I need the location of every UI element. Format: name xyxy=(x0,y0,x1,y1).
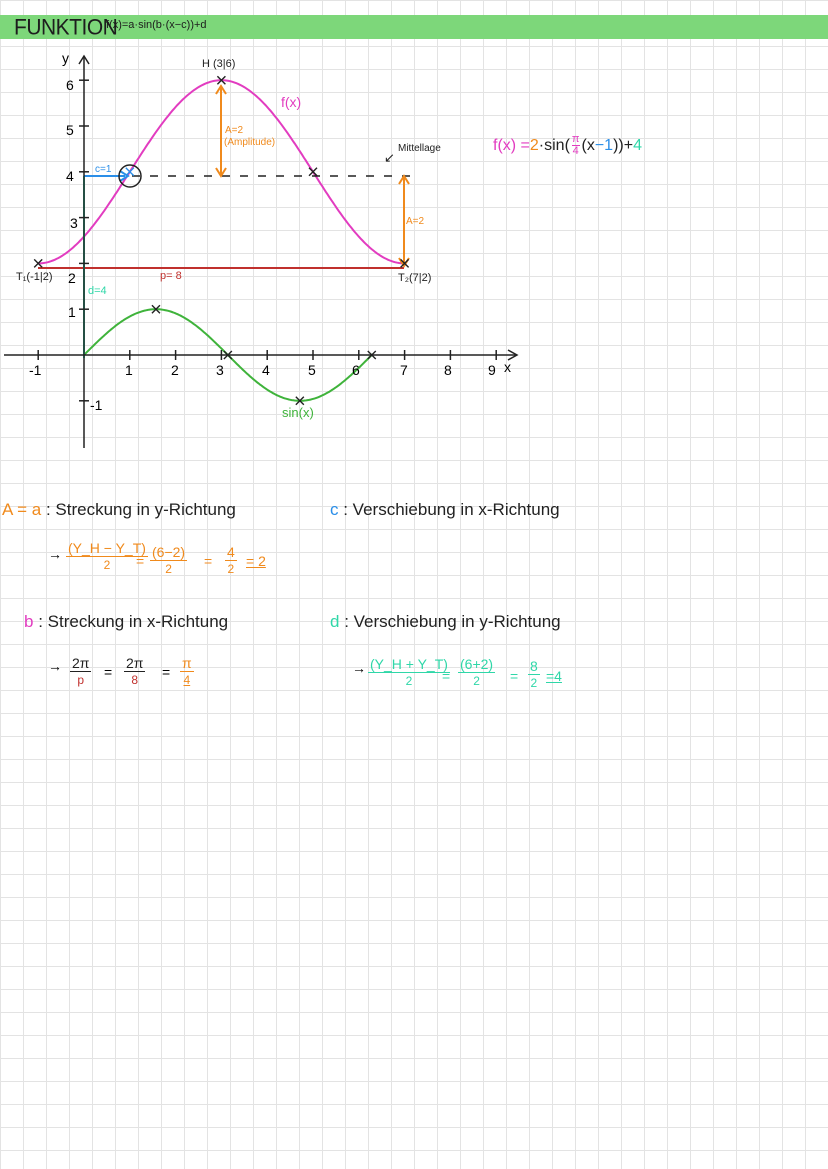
point-marker xyxy=(126,168,134,176)
result-open: (x xyxy=(581,136,595,154)
param-d-frac-1-num: (Y_H + Y_T) xyxy=(370,656,448,672)
sinx-label: sin(x) xyxy=(282,405,314,420)
param-d-frac-2-den: 2 xyxy=(473,674,480,688)
c-label: c=1 xyxy=(95,164,112,175)
maximum-label: H (3|6) xyxy=(202,58,236,70)
x-tick-label: 2 xyxy=(171,362,179,378)
param-b-desc: : Streckung in x-Richtung xyxy=(38,612,229,631)
page-title: FUNKTION xyxy=(14,15,118,40)
param-a-heading xyxy=(2,500,236,520)
param-b-frac-3-num: π xyxy=(182,655,192,671)
y-tick-label: 2 xyxy=(68,270,76,286)
equals-sign: = xyxy=(442,668,451,684)
param-b-frac-2 xyxy=(124,655,145,688)
amplitude-note: (Amplitude) xyxy=(224,137,276,148)
equals-sign: = xyxy=(204,553,213,569)
x-tick-label: 5 xyxy=(308,362,316,378)
result-b-num: π xyxy=(571,133,580,145)
param-d-frac-1 xyxy=(368,656,450,689)
minimum-label-1: T₁(-1|2) xyxy=(16,271,53,283)
result-a: 2 xyxy=(529,136,539,154)
result-formula xyxy=(493,134,642,157)
param-b-frac-2-num: 2π xyxy=(126,655,144,671)
param-d-desc: : Verschiebung in y-Richtung xyxy=(344,612,561,631)
result-sin: sin( xyxy=(544,136,570,154)
function-graph xyxy=(0,0,828,460)
param-d-key: d xyxy=(330,612,340,631)
y-tick-label: 5 xyxy=(66,122,74,138)
y-axis-label: y xyxy=(62,50,69,66)
param-a-result: = 2 xyxy=(246,553,266,569)
result-plus: + xyxy=(623,136,634,154)
param-d-frac-3 xyxy=(528,658,540,691)
param-c-desc: : Verschiebung in x-Richtung xyxy=(343,500,560,519)
param-b-frac-3-den: 4 xyxy=(183,673,191,687)
x-tick-label: 8 xyxy=(444,362,452,378)
point-marker xyxy=(309,168,317,176)
param-d-result: =4 xyxy=(546,668,562,684)
param-b-heading xyxy=(24,612,228,632)
param-b-frac-3 xyxy=(180,655,194,688)
param-d-frac-1-den: 2 xyxy=(405,674,413,688)
param-d-frac-3-num: 8 xyxy=(530,658,538,674)
midline-label: Mittellage xyxy=(398,143,441,154)
param-d-arrow: → xyxy=(352,660,366,676)
param-b-frac-1-den: p xyxy=(77,673,85,687)
fx-label: f(x) xyxy=(281,94,302,110)
y-tick-label: 1 xyxy=(68,304,76,320)
param-d-frac-3-den: 2 xyxy=(530,676,538,690)
param-b-frac-1-num: 2π xyxy=(72,655,90,671)
x-tick-label: -1 xyxy=(29,362,42,378)
result-b xyxy=(572,134,580,157)
param-a-frac-2-num: (6−2) xyxy=(152,544,186,560)
param-a-desc: : Streckung in y-Richtung xyxy=(45,500,236,519)
y-tick-label: 3 xyxy=(70,215,78,231)
x-axis-label: x xyxy=(504,359,511,375)
result-dot: · xyxy=(538,136,545,154)
minimum-label-2: T₂(7|2) xyxy=(398,272,432,284)
param-c-heading xyxy=(330,500,560,520)
amplitude-label: A=2 xyxy=(225,125,244,136)
param-a-frac-1-num: (Y_H − Y_T) xyxy=(68,540,146,556)
amplitude-label-right: A=2 xyxy=(406,216,425,227)
result-minus: − xyxy=(594,136,605,154)
x-tick-label: 7 xyxy=(400,362,408,378)
param-a-key: A = a xyxy=(2,500,42,519)
equals-sign: = xyxy=(510,668,519,684)
y-tick-label: -1 xyxy=(90,397,103,413)
result-prefix: f(x) = xyxy=(493,136,530,154)
x-tick-label: 9 xyxy=(488,362,496,378)
result-close: )) xyxy=(613,136,624,154)
param-a-frac-3-den: 2 xyxy=(227,562,235,576)
param-b-key: b xyxy=(24,612,34,631)
x-tick-label: 3 xyxy=(216,362,224,378)
x-tick-label: 4 xyxy=(262,362,270,378)
param-d-frac-2 xyxy=(458,656,495,689)
param-d-frac-2-num: (6+2) xyxy=(460,656,494,672)
param-c-key: c xyxy=(330,500,339,519)
param-b-frac-2-den: 8 xyxy=(131,673,139,687)
midline-pointer-icon: ↙ xyxy=(384,150,395,165)
equals-sign: = xyxy=(162,664,171,680)
param-d-heading xyxy=(330,612,561,632)
param-a-frac-2 xyxy=(150,544,187,577)
param-a-frac-2-den: 2 xyxy=(165,562,172,576)
x-tick-label: 1 xyxy=(125,362,133,378)
general-formula: f(x)=a·sin(b·(x−c))+d xyxy=(106,19,207,31)
param-b-frac-1 xyxy=(70,655,91,688)
x-tick-label: 6 xyxy=(352,362,360,378)
equals-sign: = xyxy=(104,664,113,680)
param-b-arrow: → xyxy=(48,658,62,674)
param-a-arrow: → xyxy=(48,546,62,562)
result-d: 4 xyxy=(633,136,642,154)
y-tick-label: 6 xyxy=(66,77,74,93)
y-tick-label: 4 xyxy=(66,168,74,184)
param-a-frac-3-num: 4 xyxy=(227,544,235,560)
param-a-frac-1-den: 2 xyxy=(103,558,111,572)
equals-sign: = xyxy=(136,553,145,569)
result-b-den: 4 xyxy=(572,145,579,157)
result-c: 1 xyxy=(604,136,614,154)
d-label: d=4 xyxy=(88,285,107,297)
param-a-frac-3 xyxy=(225,544,237,577)
period-label: p= 8 xyxy=(160,270,182,282)
